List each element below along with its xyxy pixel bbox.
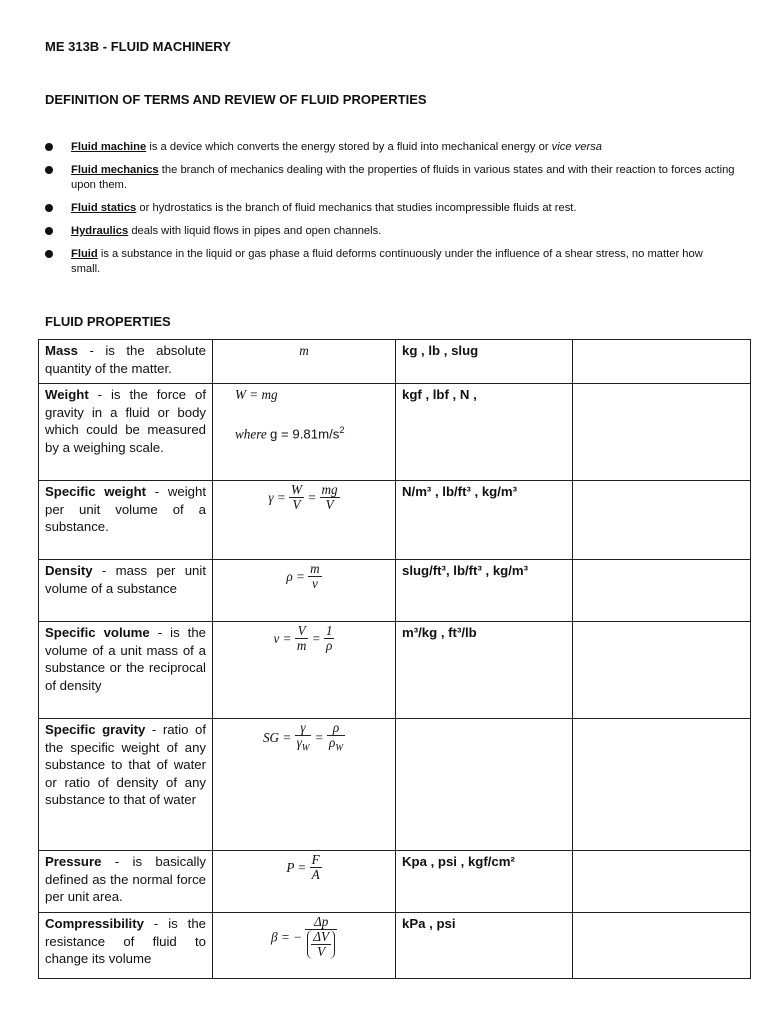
property-units: kPa , psi (396, 913, 573, 979)
properties-title: FLUID PROPERTIES (45, 314, 171, 329)
formula-fraction (310, 853, 322, 882)
property-description (39, 622, 213, 719)
formula-subscript: W (335, 742, 344, 753)
formula-numerator: m (310, 561, 320, 576)
formula-inner-denominator: V (317, 944, 326, 959)
formula-paren-group (307, 930, 335, 959)
formula-numerator: 1 (325, 623, 333, 638)
formula-expression (286, 853, 321, 882)
property-description (39, 851, 213, 913)
section-title: DEFINITION OF TERMS AND REVIEW OF FLUID PROPERTIES (45, 92, 427, 107)
formula-expression (268, 483, 339, 512)
property-formula (213, 851, 396, 913)
formula-equals: = (314, 730, 324, 746)
formula-lhs: SG = (262, 730, 292, 746)
table-row (39, 560, 751, 622)
property-name: Pressure (45, 854, 102, 869)
property-description (39, 913, 213, 979)
formula-denominator: m (296, 638, 307, 653)
formula-expression (271, 915, 337, 959)
property-name: Specific gravity (45, 722, 146, 737)
property-desc: - ratio of the specific weight of any substance to that of water or ratio of density of any substance to that of water (45, 722, 206, 807)
formula-equals: = (311, 630, 321, 646)
definition-item (45, 247, 735, 277)
property-units: N/m³ , lb/ft³ , kg/m³ (396, 481, 573, 560)
formula-denominator: V (325, 497, 334, 512)
formula-inner-numerator: ΔV (313, 929, 330, 944)
formula-fraction (327, 721, 345, 755)
bullet-icon (45, 143, 53, 151)
formula-numerator: mg (321, 482, 338, 497)
formula-denominator-symbol: γ (296, 735, 302, 750)
bullet-icon (45, 166, 53, 174)
notes-cell (573, 851, 751, 913)
formula-numerator: V (295, 624, 309, 639)
property-units: slug/ft³, lb/ft³ , kg/m³ (396, 560, 573, 622)
notes-cell (573, 560, 751, 622)
bullet-icon (45, 227, 53, 235)
definition-term: Fluid (71, 248, 98, 260)
definition-item (45, 224, 735, 239)
fluid-properties-table (38, 339, 751, 979)
course-title: ME 313B - FLUID MACHINERY (45, 39, 231, 54)
property-name: Mass (45, 343, 78, 358)
property-desc: - weight per unit volume of a substance. (45, 484, 207, 534)
formula-numerator: F (311, 852, 320, 867)
table-row (39, 913, 751, 979)
property-units: m³/kg , ft³/lb (396, 622, 573, 719)
property-formula (213, 560, 396, 622)
property-units: kg , lb , slug (396, 340, 573, 384)
definition-term: Hydraulics (71, 225, 129, 237)
formula-expression (286, 562, 321, 591)
property-name: Specific volume (45, 625, 150, 640)
formula-g-value: g = 9.81 (270, 425, 319, 441)
notes-cell (573, 719, 751, 851)
formula-fraction (308, 562, 322, 591)
table-row (39, 622, 751, 719)
property-description (39, 560, 213, 622)
formula-denominator: v (311, 576, 318, 591)
bullet-icon (45, 204, 53, 212)
formula-denominator: ρ (326, 638, 333, 653)
definition-item (45, 201, 735, 216)
definition-item (45, 163, 735, 193)
formula-numerator: Δp (305, 915, 337, 930)
table-row (39, 481, 751, 560)
notes-cell (573, 340, 751, 384)
property-description (39, 340, 213, 384)
formula-denominator: V (292, 497, 301, 512)
formula-equation: W = mg (235, 387, 278, 402)
formula-denominator (305, 930, 337, 959)
formula-denominator: A (311, 867, 320, 882)
formula-denominator (327, 736, 345, 755)
property-description (39, 481, 213, 560)
property-formula (213, 622, 396, 719)
formula-fraction (289, 483, 304, 512)
formula-expression (274, 624, 335, 653)
definition-emphasis: vice versa (551, 141, 603, 153)
formula-where-word: where (235, 425, 267, 441)
table-row (39, 719, 751, 851)
formula-lhs: β = − (270, 929, 302, 945)
formula-g-unit: m/s (318, 425, 340, 441)
formula-numerator: γ (295, 721, 312, 736)
notes-cell (573, 384, 751, 481)
formula-symbol: m (299, 343, 309, 358)
notes-cell (573, 622, 751, 719)
formula-denominator (295, 736, 312, 755)
definition-text: is a device which converts the energy stored by a fluid into mechanical energy or (146, 141, 552, 153)
property-name: Weight (45, 387, 89, 402)
property-description (39, 384, 213, 481)
notes-cell (573, 913, 751, 979)
property-name: Compressibility (45, 916, 144, 931)
formula-lhs: v = (273, 630, 292, 646)
table-row (39, 384, 751, 481)
formula-fraction (324, 624, 335, 653)
property-desc: - mass per unit volume of a substance (45, 563, 206, 596)
formula-fraction (295, 721, 312, 755)
definition-text: or hydrostatics is the branch of fluid mechanics that studies incompressible fluids at rest. (136, 202, 577, 214)
property-name: Specific weight (45, 484, 147, 499)
formula-lhs: ρ = (286, 568, 305, 584)
formula-inner-fraction (311, 930, 331, 959)
property-units: kgf , lbf , N , (396, 384, 573, 481)
formula-denominator-symbol: ρ (328, 735, 336, 750)
property-formula (213, 913, 396, 979)
definition-text: is a substance in the liquid or gas phase a fluid deforms continuously under the influence of a shear stress, no matter how small. (71, 248, 703, 275)
formula-numerator: W (291, 482, 303, 497)
property-desc: - is the absolute quantity of the matter. (45, 343, 206, 376)
property-name: Density (45, 563, 93, 578)
formula-numerator: ρ (327, 721, 345, 736)
definition-item (45, 140, 735, 155)
property-formula (213, 719, 396, 851)
property-desc: - is basically defined as the normal force per unit area. (45, 854, 206, 904)
formula-where (235, 422, 389, 443)
formula-expression (263, 721, 345, 755)
definitions-list (45, 140, 735, 285)
table-row (39, 851, 751, 913)
property-formula (213, 481, 396, 560)
property-desc: - is the volume of a unit mass of a substance or the reciprocal of density (45, 625, 206, 693)
definition-term: Fluid mechanics (71, 164, 159, 176)
property-desc: - is the force of gravity in a fluid or body which could be measured by a weighing scale. (45, 387, 206, 455)
formula-fraction (295, 624, 309, 653)
formula-lhs: P = (286, 859, 307, 875)
formula-lhs: γ = (268, 489, 286, 505)
formula-fraction (320, 483, 340, 512)
notes-cell (573, 481, 751, 560)
table-row (39, 340, 751, 384)
bullet-icon (45, 250, 53, 258)
property-units: Kpa , psi , kgf/cm² (396, 851, 573, 913)
property-formula (213, 340, 396, 384)
formula-g-exponent: 2 (339, 424, 345, 435)
formula-subscript: W (301, 742, 310, 753)
property-description (39, 719, 213, 851)
property-desc: - is the resistance of fluid to change its volume (45, 916, 206, 966)
property-units (396, 719, 573, 851)
definition-text: the branch of mechanics dealing with the properties of fluids in various states and with their reaction to forces acting upon them. (71, 164, 735, 191)
formula-fraction (305, 915, 337, 959)
formula-equals: = (307, 489, 317, 505)
property-formula (213, 384, 396, 481)
definition-text: deals with liquid flows in pipes and open channels. (128, 225, 382, 237)
definition-term: Fluid statics (71, 202, 137, 214)
definition-term: Fluid machine (71, 141, 147, 153)
